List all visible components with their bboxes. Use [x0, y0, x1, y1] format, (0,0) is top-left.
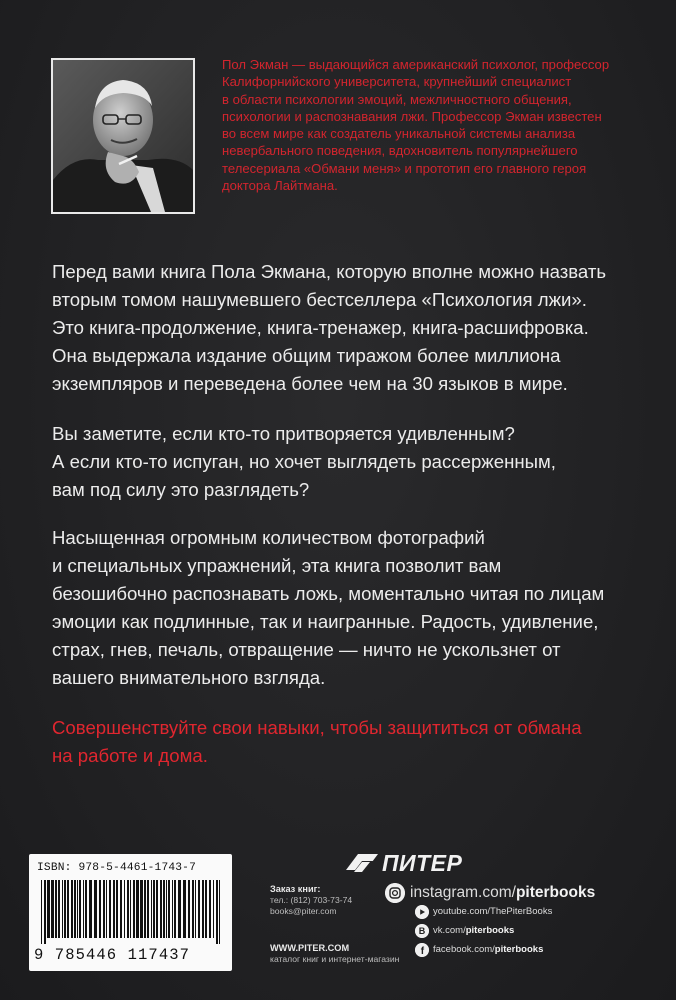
- svg-text:f: f: [420, 946, 425, 957]
- barcode-bar: [130, 880, 131, 938]
- barcode-bar: [58, 880, 60, 938]
- barcode-bar: [106, 880, 107, 938]
- barcode-bar: [124, 880, 125, 938]
- barcode-bar: [83, 880, 84, 938]
- barcode-bar: [71, 880, 73, 938]
- barcode-bar: [64, 880, 66, 938]
- barcode-bar: [89, 880, 92, 938]
- barcode-bar: [195, 880, 196, 938]
- barcode-bar: [163, 880, 165, 938]
- barcode-bar: [205, 880, 207, 938]
- barcode-bars: [35, 880, 226, 944]
- vk-domain: vk.com/: [433, 925, 466, 936]
- youtube-url: youtube.com/ThePiterBooks: [433, 906, 553, 917]
- barcode-bar: [113, 880, 115, 938]
- barcode-bar: [213, 880, 214, 938]
- youtube-icon: [415, 905, 429, 919]
- svg-text:B: B: [418, 926, 426, 937]
- barcode-bar: [188, 880, 190, 938]
- barcode-bar: [174, 880, 176, 938]
- isbn-label: ISBN: 978-5-4461-1743-7: [37, 862, 197, 874]
- barcode-digits: 9 785446 117437: [34, 946, 191, 964]
- barcode-bar: [44, 880, 46, 944]
- text-line: на работе и дома.: [52, 745, 208, 766]
- barcode-bar: [94, 880, 97, 938]
- barcode-bar: [55, 880, 57, 938]
- barcode-bar: [151, 880, 152, 938]
- barcode-bar: [116, 880, 118, 938]
- barcode-bar: [183, 880, 186, 938]
- barcode-bar: [77, 880, 78, 938]
- barcode-bar: [67, 880, 69, 938]
- barcode-bar: [160, 880, 162, 938]
- author-bio-line: доктора Лайтмана.: [222, 178, 338, 194]
- text-line: страх, гнев, печаль, отвращение — ничто не ускользнет от: [52, 639, 561, 660]
- text-line: Совершенствуйте свои навыки, чтобы защититься от обмана: [52, 717, 582, 738]
- order-email: books@piter.com: [270, 906, 337, 916]
- publisher-name: ПИТЕР: [382, 850, 463, 876]
- author-bio-line: телесериала «Обмани меня» и прототип его главного героя: [222, 160, 587, 176]
- text-line: вторым томом нашумевшего бестселлера «Психология лжи».: [52, 289, 587, 310]
- text-line: Это книга-продолжение, книга-тренажер, книга-расшифровка.: [52, 317, 589, 338]
- vk-icon: [415, 924, 429, 938]
- text-line: вашего внимательного взгляда.: [52, 667, 326, 688]
- barcode-bar: [99, 880, 101, 938]
- author-photo: [51, 58, 195, 214]
- barcode-bar: [62, 880, 63, 938]
- barcode-bar: [156, 880, 158, 938]
- text-line: экземпляров и переведена более чем на 30 языков в мире.: [52, 373, 568, 394]
- barcode-bar: [198, 880, 200, 938]
- website-url: WWW.PITER.COM: [270, 943, 350, 953]
- barcode-bar: [153, 880, 155, 938]
- barcode-bar: [51, 880, 54, 938]
- order-title: Заказ книг:: [270, 884, 321, 894]
- barcode-bar: [74, 880, 76, 938]
- barcode-bar: [79, 880, 81, 938]
- instagram-handle: piterbooks: [515, 884, 596, 901]
- author-bio-line: психологии и распознавания лжи. Профессор Экман известен: [222, 108, 602, 124]
- barcode-bar: [202, 880, 204, 938]
- facebook-handle: piterbooks: [494, 944, 544, 955]
- barcode-bar: [219, 880, 220, 944]
- barcode-bar: [147, 880, 149, 938]
- barcode-bar: [166, 880, 167, 938]
- call-to-action-paragraph: [52, 714, 652, 770]
- barcode-bar: [85, 880, 87, 938]
- website-caption: каталог книг и интернет-магазин: [270, 954, 400, 964]
- text-line: Вы заметите, если кто-то притворяется удивленным?: [52, 423, 515, 444]
- text-line: Она выдержала издание общим тиражом более миллиона: [52, 345, 561, 366]
- barcode-bar: [192, 880, 194, 938]
- facebook-icon: [415, 943, 429, 957]
- publisher-logo-icon: [344, 848, 384, 878]
- text-line: эмоции как подлинные, так и наигранные. Радость, удивление,: [52, 611, 599, 632]
- barcode-bar: [41, 880, 42, 944]
- barcode-bar: [109, 880, 111, 938]
- author-bio-line: во всем мире как создатель уникальной системы анализа: [222, 126, 576, 142]
- description-paragraph-1: [52, 258, 652, 398]
- author-portrait-illustration: [53, 60, 193, 212]
- publisher-logo: [344, 848, 484, 878]
- barcode-bar: [127, 880, 129, 938]
- text-line: безошибочно распознавать ложь, моментально читая по лицам: [52, 583, 605, 604]
- author-bio-line: невербального поведения, вдохновитель популярнейшего: [222, 143, 578, 159]
- barcode-bar: [136, 880, 139, 938]
- barcode-bar: [216, 880, 218, 944]
- barcode-bar: [133, 880, 135, 938]
- barcode-bar: [172, 880, 173, 938]
- description-paragraph-2: [52, 420, 652, 504]
- barcode-bar: [178, 880, 181, 938]
- barcode-bar: [47, 880, 50, 938]
- text-line: и специальных упражнений, эта книга позволит вам: [52, 555, 502, 576]
- facebook-domain: facebook.com/: [433, 944, 495, 955]
- barcode-bar: [144, 880, 146, 938]
- vk-handle: piterbooks: [465, 925, 515, 936]
- order-info: [270, 884, 375, 917]
- text-line: Перед вами книга Пола Экмана, которую вполне можно назвать: [52, 261, 607, 282]
- instagram-icon: [385, 883, 405, 903]
- barcode-bar: [103, 880, 105, 938]
- author-bio-line: Калифорнийского университета, крупнейший специалист: [222, 74, 572, 90]
- barcode-box: [29, 854, 232, 971]
- instagram-domain: instagram.com/: [410, 884, 516, 901]
- text-line: Насыщенная огромным количеством фотографий: [52, 527, 485, 548]
- text-line: вам под силу это разглядеть?: [52, 479, 310, 500]
- barcode-bar: [209, 880, 211, 938]
- description-paragraph-3: [52, 524, 652, 692]
- author-bio-line: Пол Экман — выдающийся американский психолог, профессор: [222, 57, 610, 72]
- text-line: А если кто-то испуган, но хочет выглядеть рассерженным,: [52, 451, 556, 472]
- order-phone: тел.: (812) 703-73-74: [270, 895, 353, 905]
- barcode-bar: [140, 880, 143, 938]
- barcode-bar: [168, 880, 170, 938]
- author-bio: [222, 56, 642, 194]
- barcode-bar: [120, 880, 122, 938]
- author-bio-line: в области психологии эмоций, межличностного общения,: [222, 91, 572, 107]
